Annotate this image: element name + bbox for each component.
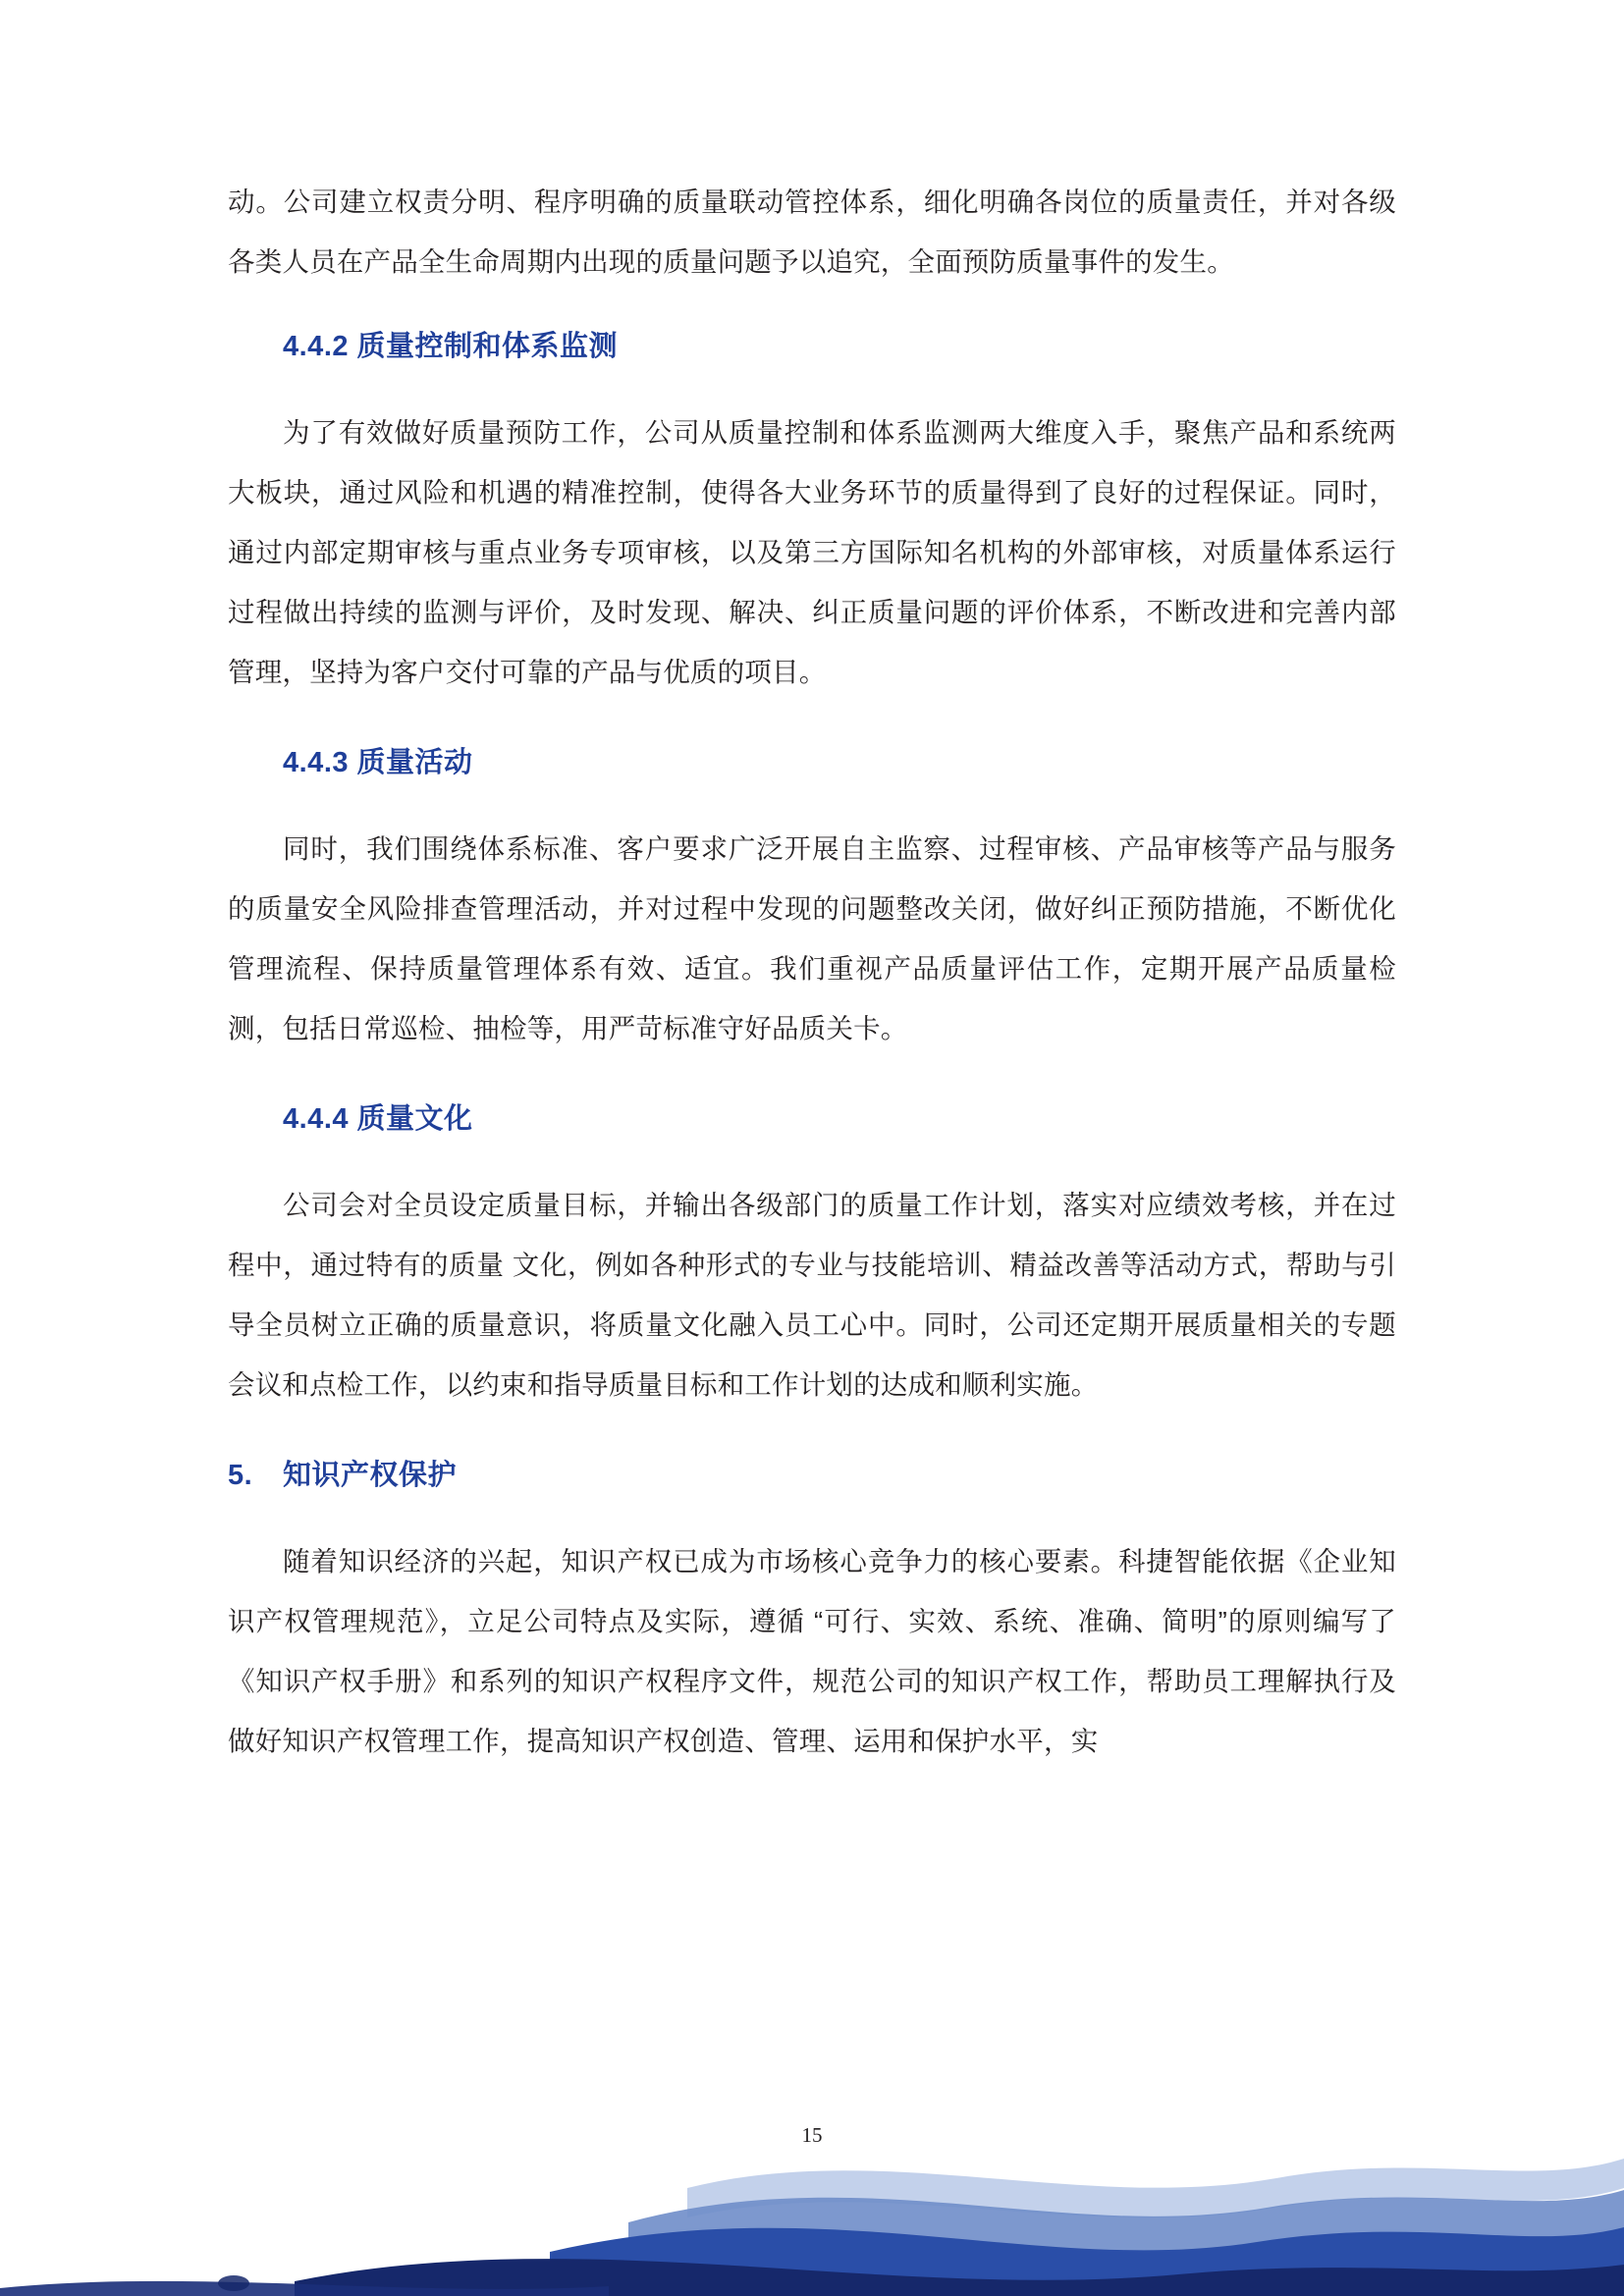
spacer [228,793,1396,819]
spacer [228,1415,1396,1446]
spacer [228,1149,1396,1175]
spacer [228,1506,1396,1531]
section-heading-4-4-2: 4.4.2 质量控制和体系监测 [283,331,619,362]
section-heading-4-4-4: 4.4.4 质量文化 [283,1103,473,1135]
section-number: 5. [228,1460,253,1491]
paragraph: 动。公司建立权责分明、程序明确的质量联动管控体系，细化明确各岗位的质量责任，并对各级各类人员在产品全生命周期内出现的质量问题予以追究，全面预防质量事件的发生。 [228,187,1396,277]
section-heading-5 [228,1446,1396,1506]
paragraph: 随着知识经济的兴起，知识产权已成为市场核心竞争力的核心要素。科捷智能依据《企业知识产权管理规范》，立足公司特点及实际，遵循 “可行、实效、系统、准确、简明”的原则编写了《知识产权手册》和系列的知识产权程序文件，规范公司的知识产权工作，帮助员工理解执行及做好知识产权管理工作，提高知识产权创造、管理、运用和保护水平，实 [228,1546,1396,1756]
section-title: 知识产权保护 [283,1460,458,1491]
page-number: 15 [801,2123,823,2147]
spacer [228,292,1396,317]
spacer [228,1058,1396,1090]
footer-decoration [0,2041,1624,2296]
paragraph: 同时，我们围绕体系标准、客户要求广泛开展自主监察、过程审核、产品审核等产品与服务的质量安全风险排查管理活动，并对过程中发现的问题整改关闭，做好纠正预防措施，不断优化管理流程、保持质量管理体系有效、适宜。我们重视产品质量评估工作，定期开展产品质量检测，包括日常巡检、抽检等，用严苛标准守好品质关卡。 [228,833,1396,1043]
spacer [228,702,1396,733]
paragraph: 公司会对全员设定质量目标，并输出各级部门的质量工作计划，落实对应绩效考核，并在过程中，通过特有的质量 文化，例如各种形式的专业与技能培训、精益改善等活动方式，帮助与引导全员树立正确的质量意识，将质量文化融入员工心中。同时，公司还定期开展质量相关的专题会议和点检工作，以约束和指导质量目标和工作计划的达成和顺利实施。 [228,1190,1396,1400]
spacer [228,377,1396,402]
paragraph: 为了有效做好质量预防工作，公司从质量控制和体系监测两大维度入手，聚焦产品和系统两大板块，通过风险和机遇的精准控制，使得各大业务环节的质量得到了良好的过程保证。同时，通过内部定期审核与重点业务专项审核，以及第三方国际知名机构的外部审核，对质量体系运行过程做出持续的监测与评价，及时发现、解决、纠正质量问题的评价体系，不断改进和完善内部管理，坚持为客户交付可靠的产品与优质的项目。 [228,417,1396,687]
section-heading-4-4-3: 4.4.3 质量活动 [283,747,473,778]
page-content [228,172,1396,1771]
